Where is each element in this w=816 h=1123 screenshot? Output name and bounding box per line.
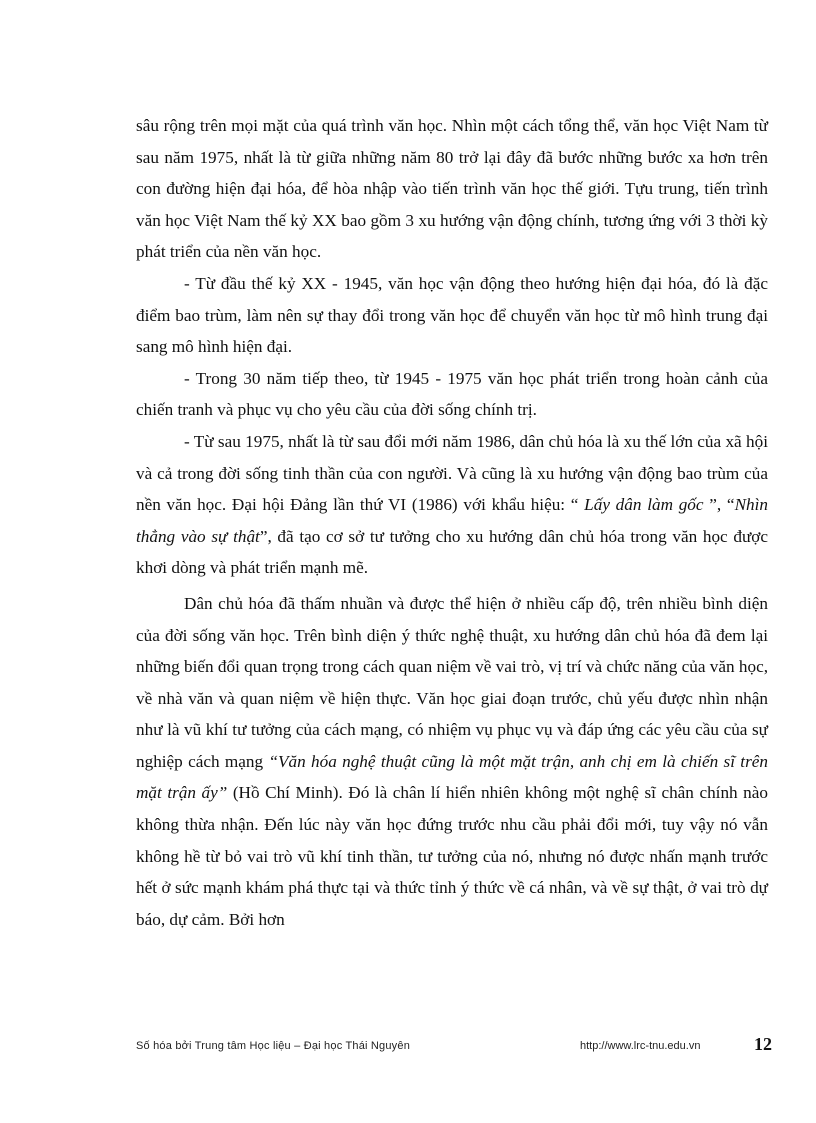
paragraph-3: - Trong 30 năm tiếp theo, từ 1945 - 1975 văn học phát triển trong hoàn cảnh của chiến tranh và phục vụ cho yêu cầu của đời sống chính trị. — [136, 368, 768, 420]
page-number: 12 — [754, 1034, 772, 1054]
paragraph-4 — [136, 426, 768, 584]
paragraph-5 — [136, 588, 768, 936]
page-footer — [136, 1036, 776, 1060]
body-text — [136, 110, 768, 935]
paragraph-1: sâu rộng trên mọi mặt của quá trình văn học. Nhìn một cách tổng thể, văn học Việt Nam từ sau năm 1975, nhất là từ giữa những năm 80 trở lại đây đã bước những bước xa hơn trên con đường hiện đại hóa, để hòa nhập vào tiến trình văn học thế giới. Tựu trung, tiến trình văn học Việt Nam thế kỷ XX bao gồm 3 xu hướng vận động chính, tương ứng với 3 thời kỳ phát triển của nền văn học. — [136, 116, 768, 262]
footer-source: Số hóa bởi Trung tâm Học liệu – Đại học Thái Nguyên — [136, 1040, 411, 1052]
paragraph-4-text-1: - Từ sau 1975, nhất là từ sau đổi mới năm 1986, dân chủ hóa là xu thế lớn của xã hội và cả trong đời sống tinh thần của con người. Và cũng là xu hướng vận động bao trùm của nền văn học. Đại hội Đảng lần thứ VI (1986) với khẩu hiệu: “ — [136, 431, 768, 515]
paragraph-5-text-1: Dân chủ hóa đã thấm nhuần và được thể hiện ở nhiều cấp độ, trên nhiều bình diện của đời sống văn học. Trên bình diện ý thức nghệ thuật, xu hướng dân chủ hóa đã đem lại những biến đổi quan trọng trong cách quan niệm về vai trò, vị trí và chức năng của văn học, về nhà văn và quan niệm về hiện thực. Văn học giai đoạn trước, chủ yếu được nhìn nhận như là vũ khí tư tưởng của cách mạng, có nhiệm vụ phục vụ và đáp ứng các yêu cầu của sự nghiệp cách mạng — [136, 593, 768, 771]
paragraph-4-text-2: ”, “ — [709, 495, 735, 515]
slogan-quote-1: Lấy dân làm gốc — [584, 495, 710, 515]
slogan-quote-2: Nhìn thẳng vào sự thật — [136, 495, 768, 546]
ho-chi-minh-quote: “Văn hóa nghệ thuật cũng là một mặt trận, anh chị em là chiến sĩ trên mặt trận ấy” — [136, 751, 768, 803]
paragraph-4-text-3: ”, đã tạo cơ sở tư tưởng cho xu hướng dân chủ hóa trong văn học được khơi dòng và phát triển mạnh mẽ. — [136, 526, 768, 578]
footer-url-link[interactable]: http://www.lrc-tnu.edu.vn — [580, 1040, 701, 1052]
paragraph-2: - Từ đầu thế kỷ XX - 1945, văn học vận động theo hướng hiện đại hóa, đó là đặc điểm bao trùm, làm nên sự thay đổi trong văn học để chuyển văn học từ mô hình trung đại sang mô hình hiện đại. — [136, 273, 768, 357]
paragraph-5-text-2: (Hồ Chí Minh). Đó là chân lí hiển nhiên không một nghệ sĩ chân chính nào không thừa nhận. Đến lúc này văn học đứng trước nhu cầu phải đổi mới, tuy vậy nó vẫn không hề từ bỏ vai trò vũ khí tinh thần, tư tưởng của nó, nhưng nó được nhấn mạnh trước hết ở sức mạnh khám phá thực tại và thức tỉnh ý thức về cá nhân, và về sự thật, ở vai trò dự báo, dự cảm. Bởi hơn — [136, 783, 768, 929]
